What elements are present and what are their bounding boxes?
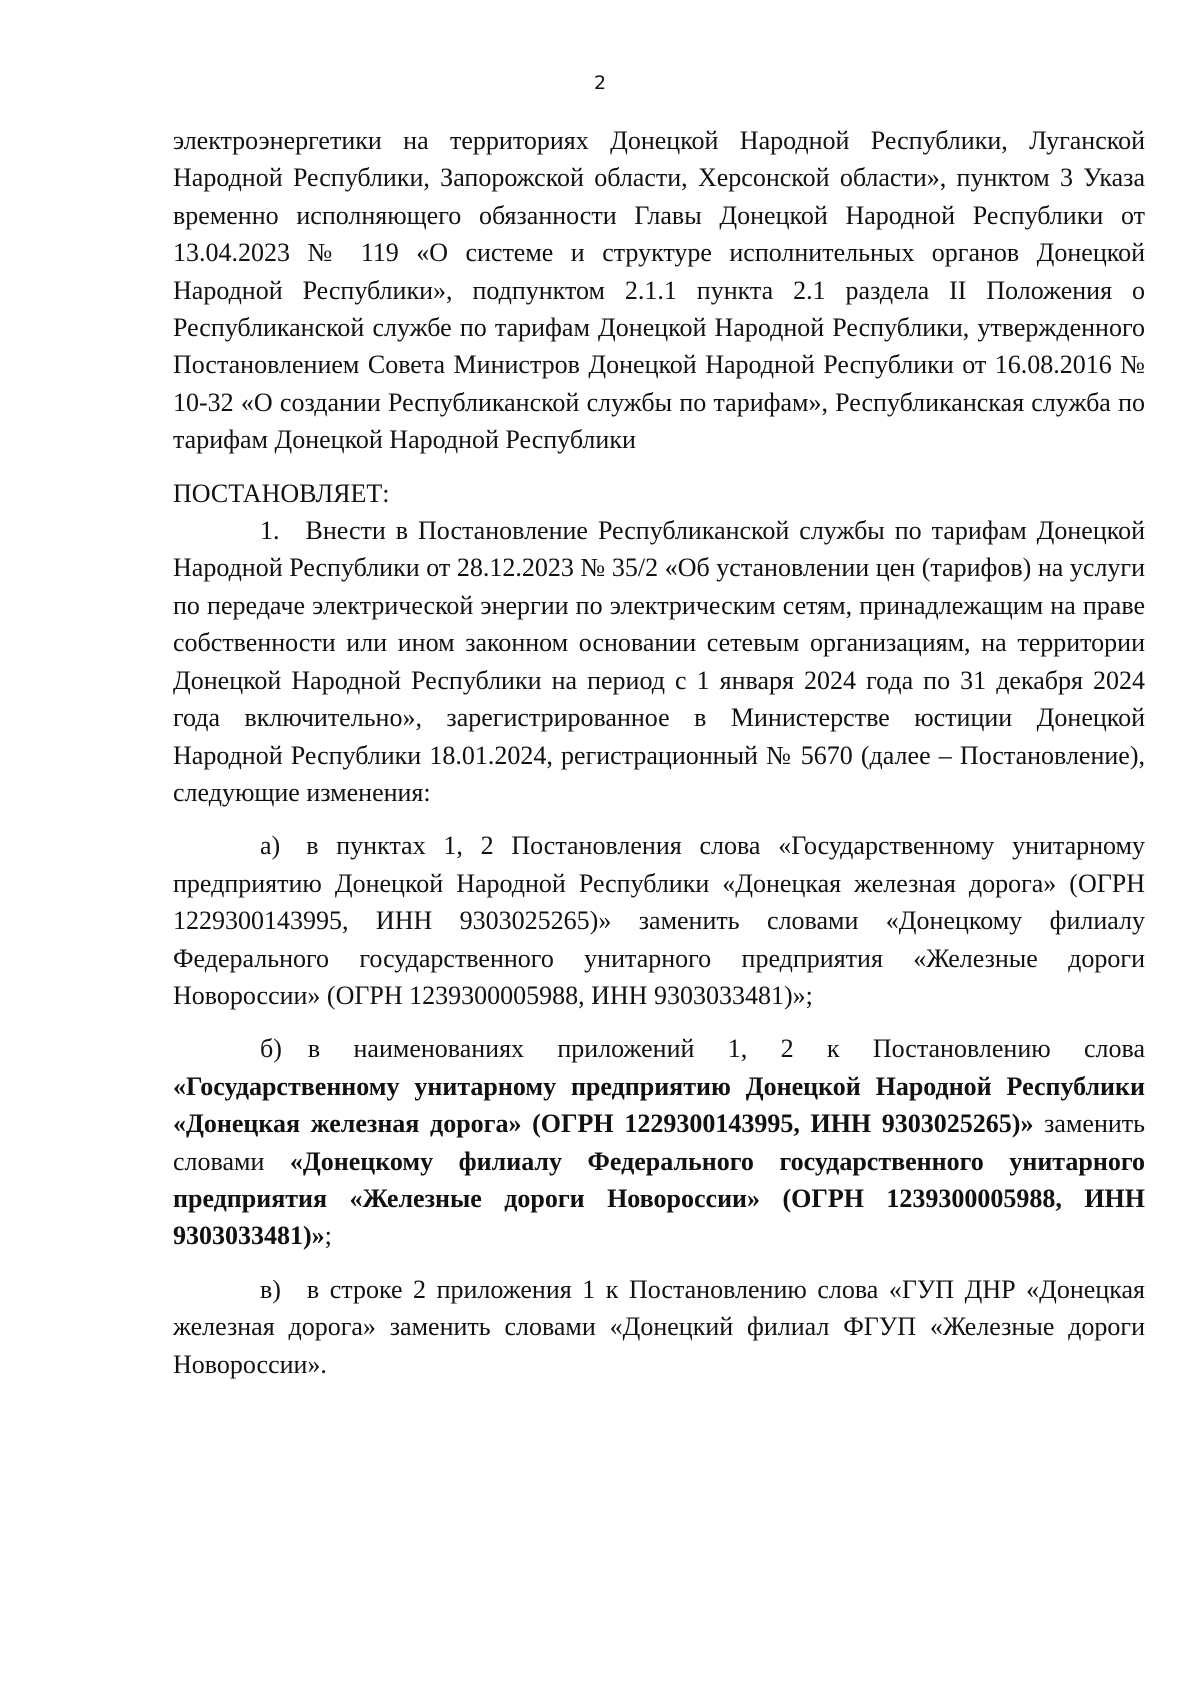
item-b-new-name: «Донецкому филиалу Федерального государственного унитарного предприятия «Железные дороги Новороссии» (ОГРН 1239300005988, ИНН 9303033481)»: [173, 1146, 1145, 1251]
intro-paragraph: электроэнергетики на территориях Донецкой Народной Республики, Луганской Народной Республики, Запорожской области, Херсонской области», пунктом 3 Указа временно исполняющего обязанности Главы Донецкой Народной Республики от 13.04.2023 № 119 «О системе и структуре исполнительных органов Донецкой Народной Республики», подпунктом 2.1.1 пункта 2.1 раздела II Положения о Республиканской службе по тарифам Донецкой Народной Республики, утвержденного Постановлением Совета Министров Донецкой Народной Республики от 16.08.2016 № 10-32 «О создании Республиканской службы по тарифам», Республиканская служба по тарифам Донецкой Народной Республики: [173, 126, 1145, 455]
item-b-suffix: ;: [324, 1221, 332, 1251]
item-1-paragraph: 1. Внести в Постановление Республиканской службы по тарифам Донецкой Народной Республики от 28.12.2023 № 35/2 «Об установлении цен (тарифов) на услуги по передаче электрической энергии по электрическим сетям, принадлежащим на праве собственности или ином законном основании сетевым организациям, на территории Донецкой Народной Республики на период с 1 января 2024 года по 31 декабря 2024 года включительно», зарегистрированное в Министерстве юстиции Донецкой Народной Республики 18.01.2024, регистрационный № 5670 (далее – Постановление), следующие изменения:: [173, 516, 1145, 807]
document-body: [173, 122, 1145, 1383]
item-b-old-name: «Государственному унитарному предприятию Донецкой Народной Республики «Донецкая железная дорога» (ОГРН 1229300143995, ИНН 9303025265)»: [173, 1071, 1145, 1139]
item-v-paragraph: в) в строке 2 приложения 1 к Постановлению слова «ГУП ДНР «Донецкая железная дорога» заменить словами «Донецкий филиал ФГУП «Железные дороги Новороссии».: [173, 1274, 1145, 1379]
item-a-paragraph: а) в пунктах 1, 2 Постановления слова «Государственному унитарному предприятию Донецкой Народной Республики «Донецкая железная дорога» (ОГРН 1229300143995, ИНН 9303025265)» заменить словами «Донецкому филиалу Федерального государственного унитарного предприятия «Железные дороги Новороссии» (ОГРН 1239300005988, ИНН 9303033481)»;: [173, 831, 1145, 1010]
item-b-paragraph: [173, 1030, 1145, 1254]
page-number: 2: [593, 72, 607, 94]
resolves-heading: ПОСТАНОВЛЯЕТ:: [173, 478, 390, 508]
item-b-middle: заменить словами: [173, 1109, 1145, 1176]
item-b-prefix: б) в наименованиях приложений 1, 2 к Постановлению слова: [260, 1034, 1145, 1064]
